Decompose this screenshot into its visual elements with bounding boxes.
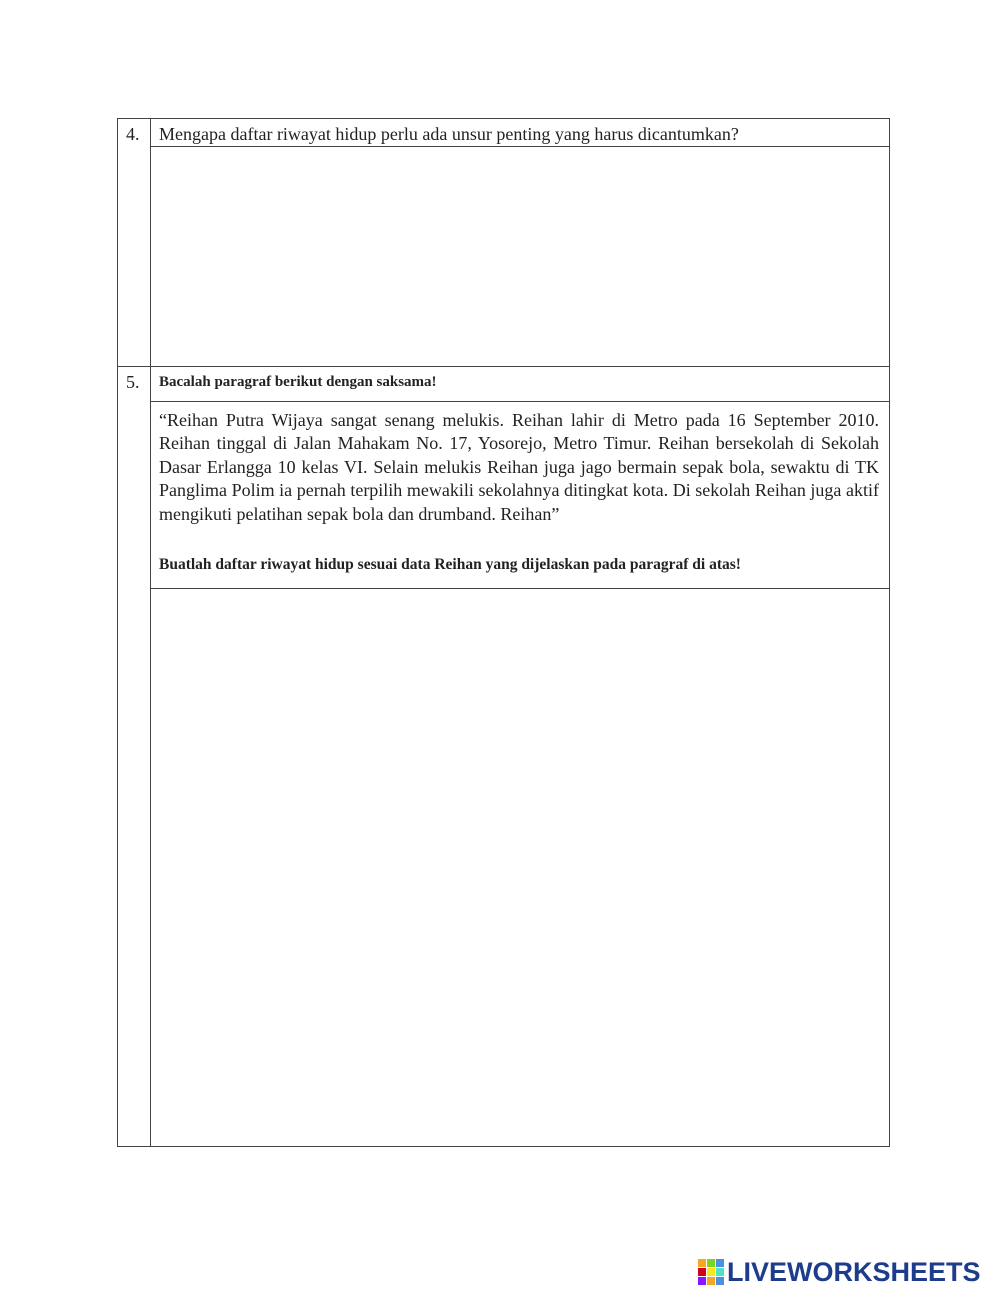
- logo-block: [698, 1277, 706, 1285]
- liveworksheets-logo: [698, 1255, 981, 1289]
- question-5-instruction: [159, 374, 437, 391]
- logo-block: [707, 1259, 715, 1267]
- question-5-answer-area[interactable]: [152, 590, 888, 1145]
- question-5-number: 5.: [126, 372, 140, 392]
- table-bottom-border: [117, 1146, 890, 1147]
- logo-blocks-icon: [698, 1259, 724, 1285]
- instruction-rest: paragraf berikut dengan saksama!: [210, 374, 437, 390]
- question-5-task: Buatlah daftar riwayat hidup sesuai data Reihan yang dijelaskan pada paragraf di atas!: [159, 556, 741, 573]
- table-top-border: [117, 118, 890, 119]
- logo-block: [716, 1268, 724, 1276]
- question-5-paragraph: “Reihan Putra Wijaya sangat senang melukis. Reihan lahir di Metro pada 16 September 2010. Reihan tinggal di Jalan Mahakam No. 17, Yosorejo, Metro Timur. Reihan bersekolah di Sekolah Dasar Erlangga 10 kelas VI. Selain melukis Reihan juga jago bermain sepak bola, sewaktu di TK Panglima Polim ia pernah terpilih mewakili sekolahnya ditingkat kota. Di sekolah Reihan juga aktif mengikuti pelatihan sepak bola dan drumband. Reihan”: [159, 410, 879, 524]
- table-left-border: [117, 118, 118, 1147]
- q4-q5-divider: [117, 366, 890, 367]
- logo-block: [707, 1277, 715, 1285]
- logo-block: [716, 1277, 724, 1285]
- question-4-text: Mengapa daftar riwayat hidup perlu ada unsur penting yang harus dicantumkan?: [159, 124, 739, 144]
- question-4-answer-area[interactable]: [152, 148, 888, 365]
- logo-block: [698, 1268, 706, 1276]
- table-column-divider: [150, 118, 151, 1147]
- table-right-border: [889, 118, 890, 1147]
- instruction-bold: Bacalah: [159, 374, 211, 390]
- logo-text: LIVEWORKSHEETS: [727, 1256, 981, 1287]
- logo-block: [707, 1268, 715, 1276]
- q5-answer-divider: [150, 588, 890, 589]
- logo-block: [698, 1259, 706, 1267]
- question-4-number: 4.: [126, 124, 140, 144]
- logo-block: [716, 1259, 724, 1267]
- q4-header-divider: [150, 146, 890, 147]
- q5-instruction-divider: [150, 401, 890, 402]
